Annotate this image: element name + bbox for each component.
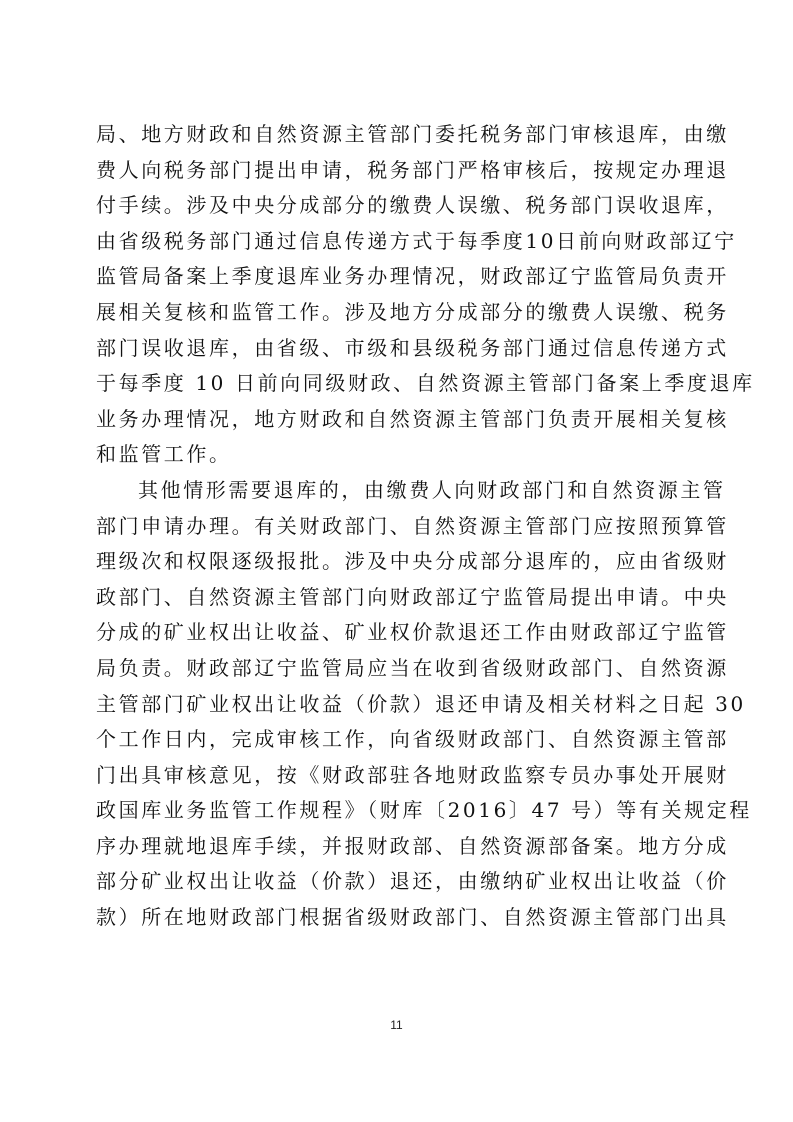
text-line: 政部门、自然资源主管部门向财政部辽宁监管局提出申请。中央 [96,584,729,609]
text-line: 部门申请办理。有关财政部门、自然资源主管部门应按照预算管 [96,513,729,538]
text-line: 展相关复核和监管工作。涉及地方分成部分的缴费人误缴、税务 [96,299,729,324]
text-line: 业务办理情况，地方财政和自然资源主管部门负责开展相关复核 [96,406,729,431]
text-line: 主管部门矿业权出让收益（价款）退还申请及相关材料之日起 30 [96,691,746,716]
body-text [96,117,755,936]
text-line: 局、地方财政和自然资源主管部门委托税务部门审核退库，由缴 [96,122,729,146]
text-line: 政国库业务监管工作规程》（财库〔2016〕47 号）等有关规定程 [96,798,752,823]
text-line: 部分矿业权出让收益（价款）退还，由缴纳矿业权出让收益（价 [96,869,729,894]
text-line: 部门误收退库，由省级、市级和县级税务部门通过信息传递方式 [96,335,729,360]
text-line: 个工作日内，完成审核工作，向省级财政部门、自然资源主管部 [96,727,729,752]
text-line: 和监管工作。 [96,442,232,467]
text-line: 款）所在地财政部门根据省级财政部门、自然资源主管部门出具 [96,905,729,930]
text-line-first: 其他情形需要退库的，由缴费人向财政部门和自然资源主管 [138,477,726,502]
text-line: 付手续。涉及中央分成部分的缴费人误缴、税务部门误收退库， [96,193,729,218]
text-line: 门出具审核意见，按《财政部驻各地财政监察专员办事处开展财 [96,762,729,787]
text-line: 分成的矿业权出让收益、矿业权价款退还工作由财政部辽宁监管 [96,620,729,645]
text-line: 局负责。财政部辽宁监管局应当在收到省级财政部门、自然资源 [96,655,729,680]
text-line: 于每季度 10 日前向同级财政、自然资源主管部门备案上季度退库 [96,371,755,396]
paragraph-2 [96,473,752,936]
paragraph-1 [96,117,755,473]
text-line: 费人向税务部门提出申请，税务部门严格审核后，按规定办理退 [96,157,729,182]
text-line: 监管局备案上季度退库业务办理情况，财政部辽宁监管局负责开 [96,264,729,289]
page-number: 11 [390,1018,403,1032]
text-line: 由省级税务部门通过信息传递方式于每季度10日前向财政部辽宁 [96,228,737,253]
text-line: 序办理就地退库手续，并报财政部、自然资源部备案。地方分成 [96,833,729,858]
text-line: 理级次和权限逐级报批。涉及中央分成部分退库的，应由省级财 [96,549,729,574]
